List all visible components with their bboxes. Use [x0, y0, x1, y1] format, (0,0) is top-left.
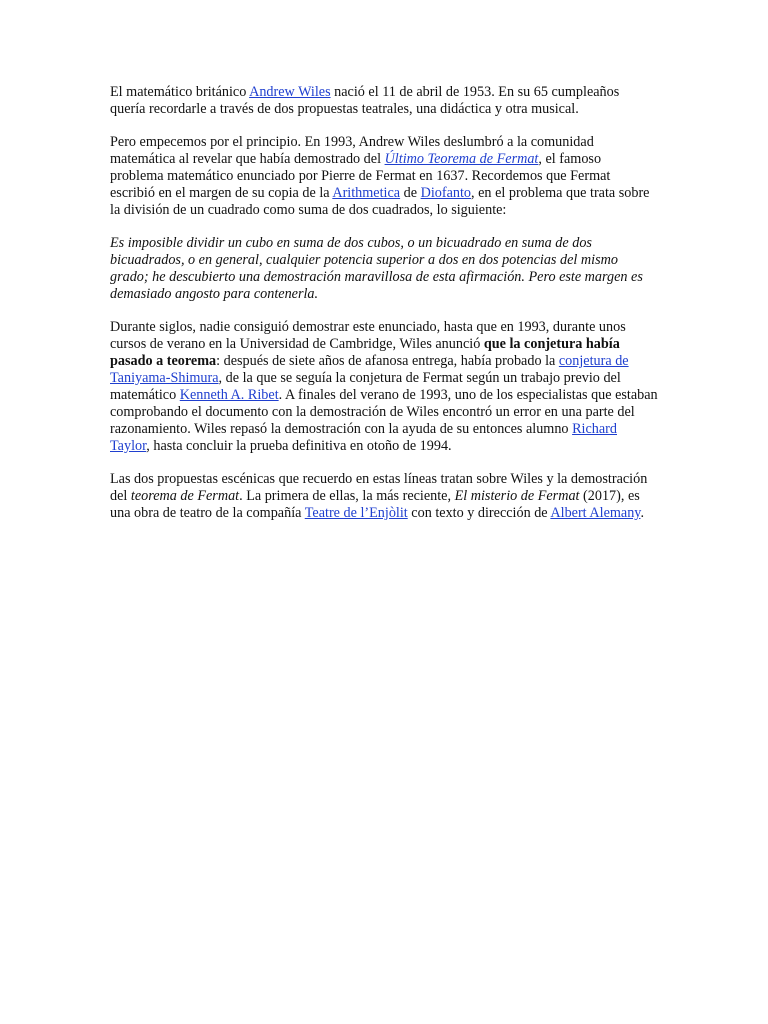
italic-text: El misterio de Fermat	[454, 488, 580, 504]
link-richard-taylor[interactable]: Richard Taylor	[110, 421, 617, 454]
text-span: Las dos propuestas escénicas que recuerdo en estas líneas tratan sobre Wiles y la demostración del	[110, 471, 648, 504]
link-arithmetica[interactable]: Arithmetica	[332, 185, 401, 201]
text-span: . La primera de ellas, la más reciente,	[239, 488, 455, 504]
text-span: Durante siglos, nadie consiguió demostrar este enunciado, hasta que en 1993, durante unos cursos de verano en la Universidad de Cambridge, Wiles anunció	[110, 319, 626, 352]
text-span: de	[400, 185, 421, 201]
link-ultimo-teorema[interactable]	[385, 151, 539, 167]
text-span: El matemático británico	[110, 84, 250, 100]
bold-text: que la conjetura había pasado a teorema	[110, 336, 620, 369]
text-span: , el famoso problema matemático enunciado por Pierre de Fermat en 1637. Recordemos que Fermat escribió en el margen de su copia de la	[110, 151, 611, 201]
paragraph-proof	[110, 319, 658, 455]
link-kenneth-ribet[interactable]: Kenneth A. Ribet	[179, 387, 279, 403]
link-albert-alemany[interactable]: Albert Alemany	[550, 505, 641, 521]
text-span: (2017), es una obra de teatro de la compañía	[110, 488, 640, 521]
fermat-quote: Es imposible dividir un cubo en suma de dos cubos, o un bicuadrado en suma de dos bicuadrados, o en general, cualquier potencia superior a dos en dos potencias del mismo grado; he descubierto una demostración maravillosa de esta afirmación. Pero este margen es demasiado angosto para contenerla.	[110, 235, 643, 302]
paragraph-intro	[110, 84, 658, 118]
text-span: .	[640, 505, 645, 521]
link-andrew-wiles[interactable]: Andrew Wiles	[249, 84, 331, 100]
text-span: , hasta concluir la prueba definitiva en otoño de 1994.	[146, 438, 452, 454]
text-span: con texto y dirección de	[407, 505, 551, 521]
text-span: Pero empecemos por el principio. En 1993, Andrew Wiles deslumbró a la comunidad matemática al revelar que había demostrado del	[110, 134, 594, 167]
document-page	[110, 84, 658, 538]
link-diofanto[interactable]: Diofanto	[420, 185, 472, 201]
link-teatre-enjolit[interactable]: Teatre de l’Enjòlit	[304, 505, 408, 521]
text-span: nació el 11 de abril de 1953. En su 65 cumpleaños quería recordarle a través de dos propuestas teatrales, una didáctica y otra musical.	[110, 84, 620, 117]
text-span: , de la que se seguía la conjetura de Fermat según un trabajo previo del matemático	[110, 370, 621, 403]
text-span: . A finales del verano de 1993, uno de los especialistas que estaban comprobando el documento con la demostración de Wiles encontró un error en una parte del razonamiento. Wiles repasó la demostración con la ayuda de su entonces alumno	[110, 387, 658, 437]
italic-text: teorema de Fermat	[130, 488, 240, 504]
text-span: : después de siete años de afanosa entrega, había probado la	[216, 353, 559, 369]
link-taniyama-shimura[interactable]: conjetura de Taniyama-Shimura	[110, 353, 629, 386]
link-ultimo-teorema-text: Último Teorema de Fermat	[384, 151, 539, 167]
paragraph-history	[110, 134, 658, 219]
paragraph-theatre	[110, 471, 658, 522]
text-span: , en el problema que trata sobre la división de un cuadrado como suma de dos cuadrados, lo siguiente:	[110, 185, 650, 218]
